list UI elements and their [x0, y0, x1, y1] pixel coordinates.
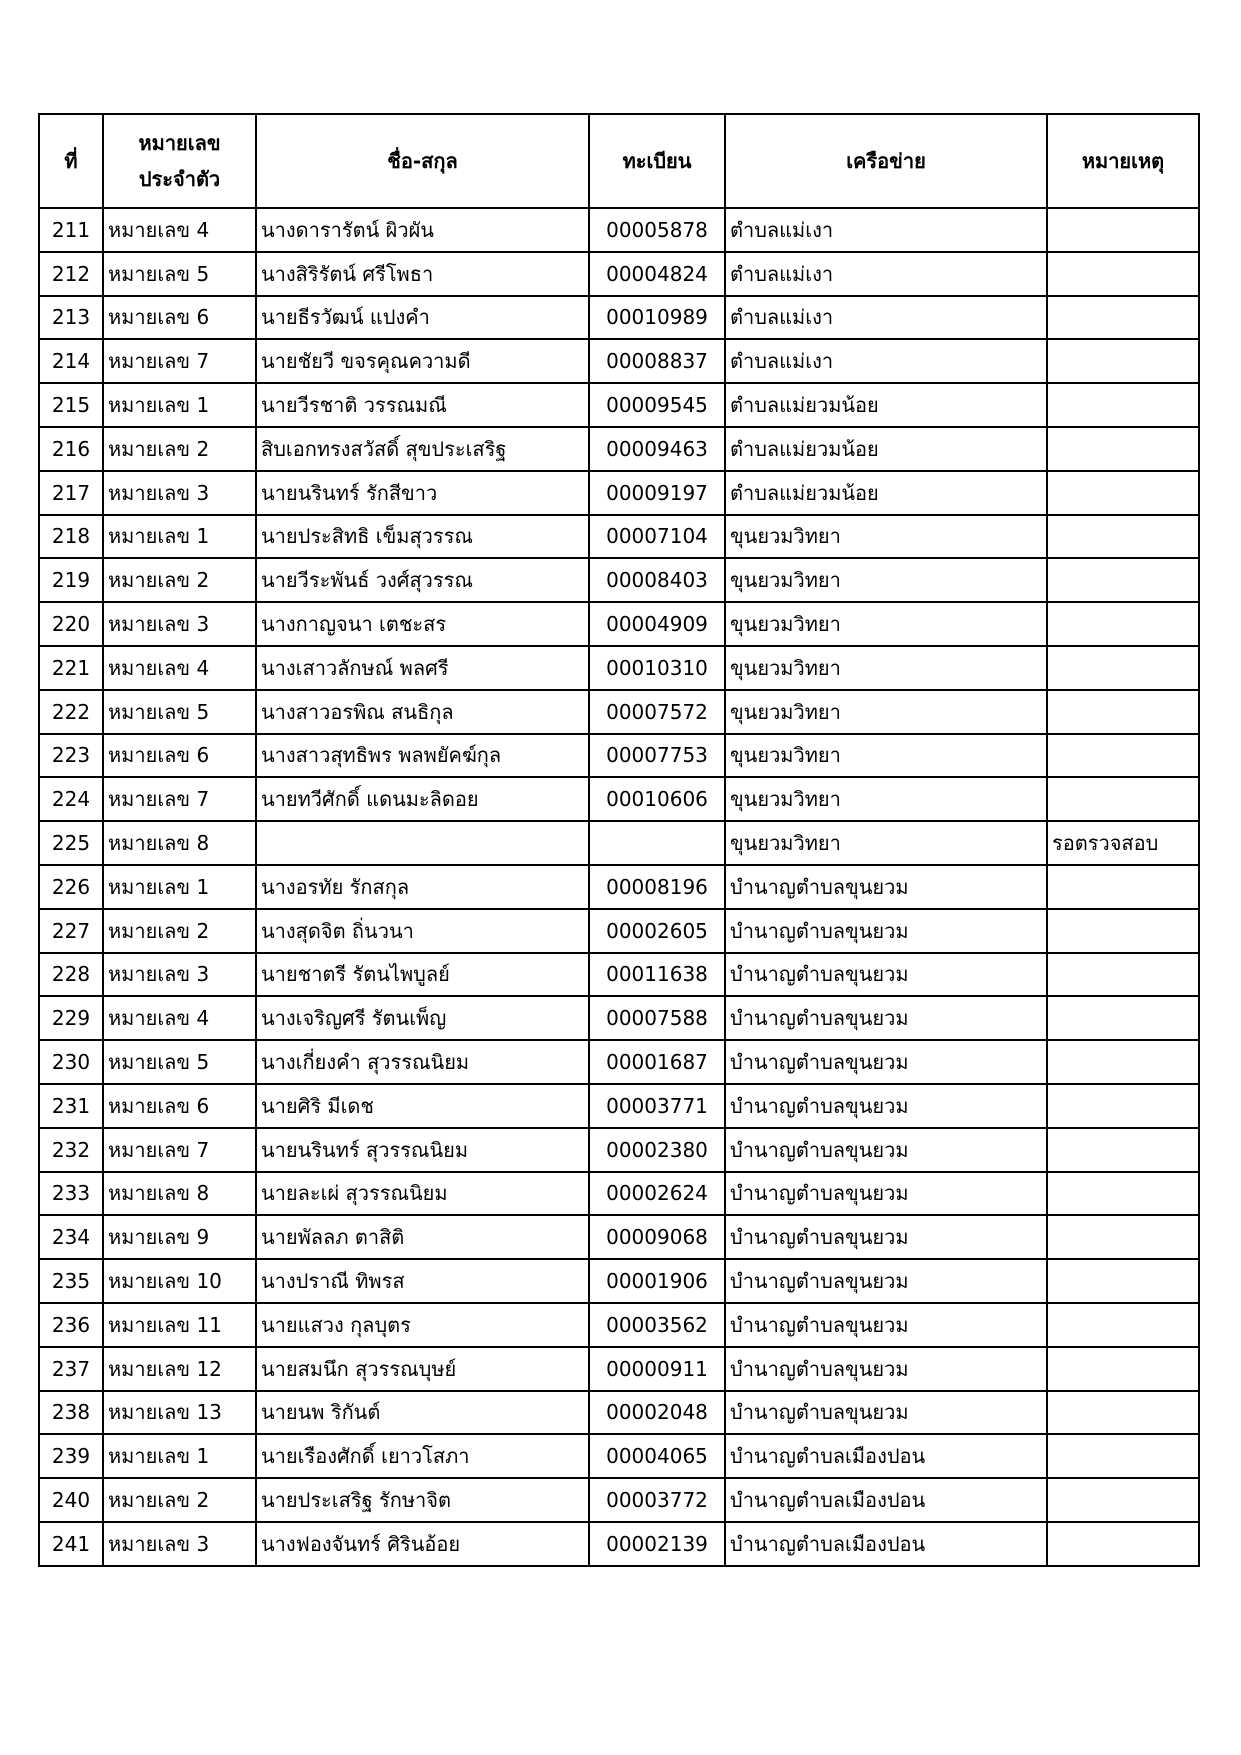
cell-network: บำนาญตำบลขุนยวม	[725, 1084, 1047, 1128]
cell-id: หมายเลข 5	[103, 252, 256, 296]
cell-registration: 00002139	[589, 1522, 725, 1566]
cell-registration: 00002380	[589, 1128, 725, 1172]
cell-name: นายวีรชาติ วรรณมณี	[256, 383, 589, 427]
table-row	[39, 471, 1199, 515]
cell-network: ตำบลแม่ยวมน้อย	[725, 383, 1047, 427]
cell-network: บำนาญตำบลขุนยวม	[725, 1215, 1047, 1259]
cell-id: หมายเลข 3	[103, 1522, 256, 1566]
cell-note	[1047, 208, 1199, 252]
cell-network: บำนาญตำบลขุนยวม	[725, 1259, 1047, 1303]
cell-name: นายพัลลภ ตาสิติ	[256, 1215, 589, 1259]
cell-note	[1047, 865, 1199, 909]
cell-name	[256, 821, 589, 865]
table-row	[39, 296, 1199, 340]
cell-network: ตำบลแม่ยวมน้อย	[725, 471, 1047, 515]
cell-no: 226	[39, 865, 103, 909]
table-row	[39, 1128, 1199, 1172]
cell-name: นางอรทัย รักสกุล	[256, 865, 589, 909]
cell-network: ขุนยวมวิทยา	[725, 690, 1047, 734]
cell-note: รอตรวจสอบ	[1047, 821, 1199, 865]
cell-no: 216	[39, 427, 103, 471]
cell-no: 225	[39, 821, 103, 865]
table-row	[39, 1478, 1199, 1522]
cell-network: ขุนยวมวิทยา	[725, 558, 1047, 602]
cell-name: นายประเสริฐ รักษาจิต	[256, 1478, 589, 1522]
cell-registration: 00007753	[589, 734, 725, 778]
cell-network: บำนาญตำบลเมืองปอน	[725, 1478, 1047, 1522]
cell-no: 222	[39, 690, 103, 734]
cell-network: ขุนยวมวิทยา	[725, 602, 1047, 646]
cell-note	[1047, 1347, 1199, 1391]
cell-no: 229	[39, 996, 103, 1040]
cell-id: หมายเลข 7	[103, 339, 256, 383]
header-name: ชื่อ-สกุล	[256, 114, 589, 208]
cell-note	[1047, 1434, 1199, 1478]
cell-note	[1047, 1172, 1199, 1216]
table-body	[39, 208, 1199, 1566]
cell-id: หมายเลข 2	[103, 1478, 256, 1522]
cell-note	[1047, 1084, 1199, 1128]
cell-network: บำนาญตำบลขุนยวม	[725, 996, 1047, 1040]
table-row	[39, 1172, 1199, 1216]
cell-name: นายสมนึก สุวรรณบุษย์	[256, 1347, 589, 1391]
cell-note	[1047, 427, 1199, 471]
cell-network: บำนาญตำบลเมืองปอน	[725, 1522, 1047, 1566]
cell-note	[1047, 471, 1199, 515]
table-row	[39, 690, 1199, 734]
header-note: หมายเหตุ	[1047, 114, 1199, 208]
cell-network: ตำบลแม่เงา	[725, 296, 1047, 340]
cell-no: 232	[39, 1128, 103, 1172]
cell-id: หมายเลข 1	[103, 865, 256, 909]
cell-network: ตำบลแม่เงา	[725, 252, 1047, 296]
cell-registration: 00002624	[589, 1172, 725, 1216]
cell-id: หมายเลข 6	[103, 296, 256, 340]
table-row	[39, 1040, 1199, 1084]
table-row	[39, 602, 1199, 646]
cell-no: 211	[39, 208, 103, 252]
cell-no: 224	[39, 777, 103, 821]
cell-name: นางเกี่ยงคำ สุวรรณนิยม	[256, 1040, 589, 1084]
cell-registration: 00007588	[589, 996, 725, 1040]
table-row	[39, 515, 1199, 559]
cell-registration: 00010989	[589, 296, 725, 340]
cell-note	[1047, 1215, 1199, 1259]
cell-name: นางฟองจันทร์ ศิรินอ้อย	[256, 1522, 589, 1566]
cell-note	[1047, 602, 1199, 646]
cell-id: หมายเลข 1	[103, 1434, 256, 1478]
cell-network: บำนาญตำบลเมืองปอน	[725, 1434, 1047, 1478]
cell-note	[1047, 1478, 1199, 1522]
cell-note	[1047, 252, 1199, 296]
cell-registration: 00011638	[589, 953, 725, 997]
cell-id: หมายเลข 3	[103, 471, 256, 515]
cell-name: นายนรินทร์ สุวรรณนิยม	[256, 1128, 589, 1172]
cell-registration: 00010310	[589, 646, 725, 690]
cell-registration: 00004909	[589, 602, 725, 646]
cell-id: หมายเลข 5	[103, 1040, 256, 1084]
cell-network: ตำบลแม่เงา	[725, 339, 1047, 383]
header-network: เครือข่าย	[725, 114, 1047, 208]
cell-network: ขุนยวมวิทยา	[725, 515, 1047, 559]
cell-name: สิบเอกทรงสวัสดิ์ สุขประเสริฐ	[256, 427, 589, 471]
cell-name: นางเสาวลักษณ์ พลศรี	[256, 646, 589, 690]
cell-name: นายละเผ่ สุวรรณนิยม	[256, 1172, 589, 1216]
cell-no: 237	[39, 1347, 103, 1391]
cell-id: หมายเลข 2	[103, 558, 256, 602]
cell-no: 221	[39, 646, 103, 690]
cell-name: นายเรืองศักดิ์ เยาวโสภา	[256, 1434, 589, 1478]
cell-no: 230	[39, 1040, 103, 1084]
table-row	[39, 777, 1199, 821]
cell-note	[1047, 996, 1199, 1040]
cell-name: นางสาวสุทธิพร พลพยัคฆ์กุล	[256, 734, 589, 778]
table-row	[39, 646, 1199, 690]
cell-id: หมายเลข 6	[103, 1084, 256, 1128]
cell-no: 236	[39, 1303, 103, 1347]
cell-note	[1047, 296, 1199, 340]
table-row	[39, 909, 1199, 953]
table-row	[39, 996, 1199, 1040]
table-row	[39, 1303, 1199, 1347]
table-row	[39, 1084, 1199, 1128]
cell-id: หมายเลข 9	[103, 1215, 256, 1259]
table-row	[39, 252, 1199, 296]
header-id	[103, 114, 256, 208]
cell-name: นายทวีศักดิ์ แดนมะลิดอย	[256, 777, 589, 821]
cell-network: บำนาญตำบลขุนยวม	[725, 865, 1047, 909]
table-header	[39, 114, 1199, 208]
cell-no: 227	[39, 909, 103, 953]
cell-id: หมายเลข 8	[103, 821, 256, 865]
table-row	[39, 427, 1199, 471]
cell-registration: 00005878	[589, 208, 725, 252]
cell-registration: 00009068	[589, 1215, 725, 1259]
cell-registration: 00009197	[589, 471, 725, 515]
cell-no: 235	[39, 1259, 103, 1303]
cell-no: 212	[39, 252, 103, 296]
cell-registration: 00002605	[589, 909, 725, 953]
cell-no: 213	[39, 296, 103, 340]
table-row	[39, 383, 1199, 427]
cell-no: 234	[39, 1215, 103, 1259]
table-row	[39, 734, 1199, 778]
header-id-line2: ประจำตัว	[138, 167, 221, 191]
cell-name: นางสุดจิต ถิ่นวนา	[256, 909, 589, 953]
table-row	[39, 1391, 1199, 1435]
cell-no: 220	[39, 602, 103, 646]
cell-note	[1047, 646, 1199, 690]
cell-note	[1047, 1128, 1199, 1172]
cell-no: 219	[39, 558, 103, 602]
cell-note	[1047, 1040, 1199, 1084]
cell-name: นายนพ ริกันต์	[256, 1391, 589, 1435]
cell-no: 215	[39, 383, 103, 427]
table-row	[39, 558, 1199, 602]
cell-registration: 00007104	[589, 515, 725, 559]
cell-id: หมายเลข 5	[103, 690, 256, 734]
table-row	[39, 1347, 1199, 1391]
cell-no: 228	[39, 953, 103, 997]
cell-id: หมายเลข 6	[103, 734, 256, 778]
cell-id: หมายเลข 4	[103, 996, 256, 1040]
cell-note	[1047, 383, 1199, 427]
cell-registration: 00000911	[589, 1347, 725, 1391]
cell-note	[1047, 515, 1199, 559]
cell-network: บำนาญตำบลขุนยวม	[725, 1040, 1047, 1084]
cell-no: 233	[39, 1172, 103, 1216]
cell-id: หมายเลข 7	[103, 1128, 256, 1172]
table-row	[39, 208, 1199, 252]
cell-id: หมายเลข 11	[103, 1303, 256, 1347]
cell-registration	[589, 821, 725, 865]
cell-note	[1047, 1391, 1199, 1435]
cell-registration: 00003771	[589, 1084, 725, 1128]
cell-network: ขุนยวมวิทยา	[725, 777, 1047, 821]
cell-note	[1047, 953, 1199, 997]
table-row	[39, 1215, 1199, 1259]
cell-no: 238	[39, 1391, 103, 1435]
cell-network: บำนาญตำบลขุนยวม	[725, 1391, 1047, 1435]
cell-name: นายแสวง กุลบุตร	[256, 1303, 589, 1347]
cell-note	[1047, 1522, 1199, 1566]
cell-network: ขุนยวมวิทยา	[725, 646, 1047, 690]
cell-registration: 00008196	[589, 865, 725, 909]
cell-id: หมายเลข 3	[103, 602, 256, 646]
cell-note	[1047, 777, 1199, 821]
cell-registration: 00004065	[589, 1434, 725, 1478]
cell-no: 241	[39, 1522, 103, 1566]
table-row	[39, 339, 1199, 383]
cell-registration: 00009545	[589, 383, 725, 427]
cell-no: 218	[39, 515, 103, 559]
cell-registration: 00003562	[589, 1303, 725, 1347]
cell-note	[1047, 558, 1199, 602]
cell-name: นายวีระพันธ์ วงศ์สุวรรณ	[256, 558, 589, 602]
cell-no: 239	[39, 1434, 103, 1478]
cell-network: ตำบลแม่ยวมน้อย	[725, 427, 1047, 471]
cell-registration: 00008403	[589, 558, 725, 602]
cell-id: หมายเลข 10	[103, 1259, 256, 1303]
cell-note	[1047, 690, 1199, 734]
cell-name: นายประสิทธิ เข็มสุวรรณ	[256, 515, 589, 559]
cell-id: หมายเลข 4	[103, 646, 256, 690]
cell-id: หมายเลข 4	[103, 208, 256, 252]
cell-network: บำนาญตำบลขุนยวม	[725, 1172, 1047, 1216]
cell-registration: 00007572	[589, 690, 725, 734]
cell-registration: 00001906	[589, 1259, 725, 1303]
cell-id: หมายเลข 13	[103, 1391, 256, 1435]
cell-network: ขุนยวมวิทยา	[725, 821, 1047, 865]
roster-table	[38, 113, 1200, 1567]
cell-note	[1047, 734, 1199, 778]
table-row	[39, 1522, 1199, 1566]
cell-no: 217	[39, 471, 103, 515]
cell-note	[1047, 339, 1199, 383]
cell-no: 231	[39, 1084, 103, 1128]
cell-id: หมายเลข 1	[103, 383, 256, 427]
header-no: ที่	[39, 114, 103, 208]
cell-network: ขุนยวมวิทยา	[725, 734, 1047, 778]
cell-network: บำนาญตำบลขุนยวม	[725, 1128, 1047, 1172]
cell-registration: 00003772	[589, 1478, 725, 1522]
cell-name: นายศิริ มีเดช	[256, 1084, 589, 1128]
header-row	[39, 114, 1199, 208]
cell-name: นางสิริรัตน์ ศรีโพธา	[256, 252, 589, 296]
cell-name: นายชาตรี รัตนไพบูลย์	[256, 953, 589, 997]
table-row	[39, 865, 1199, 909]
cell-name: นางดารารัตน์ ผิวผัน	[256, 208, 589, 252]
header-id-line1: หมายเลข	[138, 131, 221, 155]
cell-id: หมายเลข 1	[103, 515, 256, 559]
cell-network: ตำบลแม่เงา	[725, 208, 1047, 252]
cell-name: นายนรินทร์ รักสีขาว	[256, 471, 589, 515]
header-registration: ทะเบียน	[589, 114, 725, 208]
cell-registration: 00001687	[589, 1040, 725, 1084]
cell-network: บำนาญตำบลขุนยวม	[725, 909, 1047, 953]
cell-id: หมายเลข 2	[103, 427, 256, 471]
cell-id: หมายเลข 7	[103, 777, 256, 821]
cell-no: 214	[39, 339, 103, 383]
cell-no: 223	[39, 734, 103, 778]
cell-no: 240	[39, 1478, 103, 1522]
cell-id: หมายเลข 8	[103, 1172, 256, 1216]
cell-network: บำนาญตำบลขุนยวม	[725, 1303, 1047, 1347]
cell-name: นายธีรวัฒน์ แปงคำ	[256, 296, 589, 340]
cell-network: บำนาญตำบลขุนยวม	[725, 1347, 1047, 1391]
cell-name: นายชัยวี ขจรคุณความดี	[256, 339, 589, 383]
cell-name: นางสาวอรพิณ สนธิกุล	[256, 690, 589, 734]
cell-id: หมายเลข 2	[103, 909, 256, 953]
cell-registration: 00009463	[589, 427, 725, 471]
cell-name: นางกาญจนา เตชะสร	[256, 602, 589, 646]
cell-registration: 00008837	[589, 339, 725, 383]
table-row	[39, 821, 1199, 865]
cell-network: บำนาญตำบลขุนยวม	[725, 953, 1047, 997]
table-row	[39, 953, 1199, 997]
cell-name: นางปราณี ทิพรส	[256, 1259, 589, 1303]
cell-registration: 00010606	[589, 777, 725, 821]
cell-id: หมายเลข 12	[103, 1347, 256, 1391]
cell-note	[1047, 1259, 1199, 1303]
cell-registration: 00004824	[589, 252, 725, 296]
cell-registration: 00002048	[589, 1391, 725, 1435]
cell-name: นางเจริญศรี รัตนเพ็ญ	[256, 996, 589, 1040]
cell-note	[1047, 909, 1199, 953]
table-row	[39, 1259, 1199, 1303]
cell-note	[1047, 1303, 1199, 1347]
table-row	[39, 1434, 1199, 1478]
cell-id: หมายเลข 3	[103, 953, 256, 997]
